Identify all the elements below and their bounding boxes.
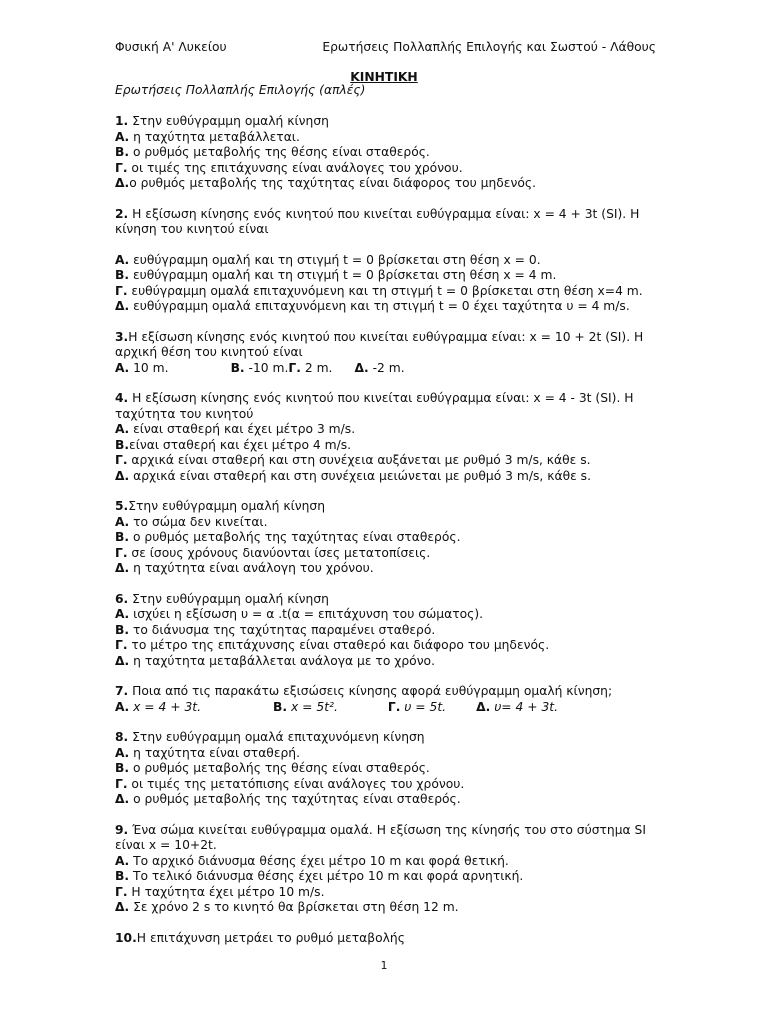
option-letter: Δ. <box>115 900 130 914</box>
question-number: 10. <box>115 930 137 945</box>
question-stem: Στην ευθύγραμμη ομαλή κίνηση <box>128 591 329 606</box>
option-text: το μέτρο της επιτάχυνσης είναι σταθερό και διάφορο του μηδενός. <box>127 638 550 652</box>
question-number: 5. <box>115 499 129 513</box>
question-stem: Στην ευθύγραμμη ομαλή κίνηση <box>128 499 326 513</box>
option-text: Το τελικό διάνυσμα θέσης έχει μέτρο 10 m και φορά αρνητική. <box>129 869 524 883</box>
option-text: είναι σταθερή και έχει μέτρο 3 m/s. <box>129 422 356 436</box>
option-text: ισχύει η εξίσωση υ = α .t(α = επιτάχυνση του σώματος). <box>129 607 484 621</box>
question-3 <box>115 330 655 377</box>
option-text: ο ρυθμός μεταβολής της ταχύτητας είναι σταθερός. <box>129 530 461 544</box>
option-text: το διάνυσμα της ταχύτητας παραμένει σταθερό. <box>129 622 436 637</box>
question-9 <box>115 823 655 916</box>
option-text: οι τιμές της επιτάχυνσης είναι ανάλογες του χρόνου. <box>127 160 463 175</box>
option-letter: Γ. <box>115 776 128 791</box>
option-letter: Β. <box>115 145 130 159</box>
option-letter: Α. <box>115 607 130 621</box>
option-letter: Β. <box>115 437 130 452</box>
option-text: 2 m. <box>300 360 333 375</box>
option-letter: Α. <box>115 252 130 267</box>
option-letter: Α. <box>115 745 130 760</box>
question-stem: Στην ευθύγραμμη ομαλά επιταχυνόμενη κίνηση <box>128 730 425 744</box>
option-letter: Γ. <box>115 283 128 298</box>
option-text: οι τιμές της μετατόπισης είναι ανάλογες του χρόνου. <box>127 776 465 791</box>
questions-list <box>115 114 655 961</box>
option-letter: Γ. <box>115 160 128 175</box>
option-text: αρχικά είναι σταθερή και στη συνέχεια αυξάνεται με ρυθμό 3 m/s, κάθε s. <box>127 453 591 467</box>
option-text: Η ταχύτητα έχει μέτρο 10 m/s. <box>127 884 325 899</box>
section-subtitle: Ερωτήσεις Πολλαπλής Επιλογής (απλές) <box>115 83 366 97</box>
option-letter: Β. <box>115 622 130 637</box>
option-letter: Β. <box>230 360 245 375</box>
option-text: Το αρχικό διάνυσμα θέσης έχει μέτρο 10 m και φορά θετική. <box>129 853 509 868</box>
option-text: είναι σταθερή και έχει μέτρο 4 m/s. <box>129 437 352 452</box>
option-letter: Δ. <box>115 299 130 313</box>
section-title: ΚΙΝΗΤΙΚΗ <box>350 70 418 84</box>
option-letter: Δ. <box>354 360 369 375</box>
option-letter: Α. <box>115 360 130 375</box>
question-number: 3. <box>115 329 129 344</box>
option-letter: Δ. <box>115 176 130 190</box>
question-stem: Η εξίσωση κίνησης ενός κινητού που κινείται ευθύγραμμα είναι: x = 4 + 3t (SI). Η κίνηση του κινητού είναι <box>115 206 640 236</box>
option-letter: Α. <box>115 129 130 144</box>
option-letter: Γ. <box>115 453 128 467</box>
option-letter: Β. <box>115 761 130 775</box>
question-4 <box>115 391 655 484</box>
inline-options <box>115 361 655 377</box>
option-text: x = 4 + 3t. <box>129 699 202 714</box>
page-header <box>115 40 656 56</box>
option-text: η ταχύτητα μεταβάλλεται ανάλογα με το χρόνο. <box>129 653 435 668</box>
option-text: -10 m. <box>244 360 289 375</box>
question-10 <box>115 931 655 947</box>
option-letter: Γ. <box>387 699 401 714</box>
option-letter: Γ. <box>288 360 301 375</box>
question-stem: Ποια από τις παρακάτω εξισώσεις κίνησης αφορά ευθύγραμμη ομαλή κίνηση; <box>128 684 613 698</box>
option-text: ευθύγραμμη ομαλή και τη στιγμή t = 0 βρίσκεται στη θέση x = 0. <box>129 252 541 267</box>
option-letter: Β. <box>273 699 288 714</box>
inline-options <box>115 700 655 716</box>
header-left: Φυσική Α' Λυκείου <box>115 40 227 54</box>
option-text: x = 5t². <box>287 699 338 714</box>
question-1 <box>115 114 655 192</box>
question-stem: Ένα σώμα κινείται ευθύγραμμα ομαλά. Η εξίσωση της κίνησής του στο σύστημα SI είναι x = 10+2t. <box>115 822 646 852</box>
question-number: 9. <box>115 822 129 837</box>
option-text: ευθύγραμμη ομαλά επιταχυνόμενη και τη στιγμή t = 0 έχει ταχύτητα υ = 4 m/s. <box>129 299 630 313</box>
option-letter: Γ. <box>115 638 128 652</box>
question-number: 7. <box>115 684 129 698</box>
option-letter: Α. <box>115 699 130 714</box>
option-text: η ταχύτητα είναι ανάλογη του χρόνου. <box>129 561 374 575</box>
option-text: ευθύγραμμη ομαλά επιταχυνόμενη και τη στιγμή t = 0 βρίσκεται στη θέση x=4 m. <box>127 283 643 298</box>
option-text: αρχικά είναι σταθερή και στη συνέχεια μειώνεται με ρυθμό 3 m/s, κάθε s. <box>129 468 591 483</box>
option-text: υ = 5t. <box>400 699 447 714</box>
header-right: Ερωτήσεις Πολλαπλής Επιλογής και Σωστού - Λάθους <box>322 40 656 54</box>
question-6 <box>115 592 655 670</box>
question-7 <box>115 684 655 715</box>
option-text: ο ρυθμός μεταβολής της ταχύτητας είναι σταθερός. <box>129 792 461 806</box>
question-number: 2. <box>115 206 129 221</box>
option-letter: Β. <box>115 268 130 282</box>
option-letter: Γ. <box>115 884 128 899</box>
option-letter: Δ. <box>115 468 130 483</box>
question-stem: Η εξίσωση κίνησης ενός κινητού που κινείται ευθύγραμμα είναι: x = 10 + 2t (SI). Η αρχική θέση του κινητού είναι <box>115 329 644 359</box>
option-text: ευθύγραμμη ομαλή και τη στιγμή t = 0 βρίσκεται στη θέση x = 4 m. <box>129 268 557 282</box>
option-text: το σώμα δεν κινείται. <box>129 514 268 529</box>
question-8 <box>115 730 655 808</box>
question-5 <box>115 499 655 577</box>
option-letter: Δ. <box>115 792 130 806</box>
question-2 <box>115 207 655 315</box>
option-letter: Α. <box>115 422 130 436</box>
option-letter: Α. <box>115 514 130 529</box>
question-number: 4. <box>115 391 129 405</box>
option-text: σε ίσους χρόνους διανύονται ίσες μετατοπίσεις. <box>127 545 431 560</box>
page-number: 1 <box>380 959 388 972</box>
question-number: 1. <box>115 114 129 128</box>
option-text: η ταχύτητα μεταβάλλεται. <box>129 129 300 144</box>
option-text: 10 m. <box>129 360 169 375</box>
option-letter: Δ. <box>115 561 130 575</box>
question-stem: Στην ευθύγραμμη ομαλή κίνηση <box>128 114 329 128</box>
option-letter: Δ. <box>115 653 130 668</box>
question-number: 6. <box>115 591 129 606</box>
option-text: ο ρυθμός μεταβολής της ταχύτητας είναι διάφορος του μηδενός. <box>129 176 536 190</box>
option-text: ο ρυθμός μεταβολής της θέσης είναι σταθερός. <box>129 761 430 775</box>
question-stem: Η εξίσωση κίνησης ενός κινητού που κινείται ευθύγραμμα είναι: x = 4 - 3t (SI). Η ταχύτητα του κινητού <box>115 391 634 421</box>
option-letter: Α. <box>115 853 130 868</box>
option-text: η ταχύτητα είναι σταθερή. <box>129 745 300 760</box>
option-letter: Γ. <box>115 545 128 560</box>
option-letter: Β. <box>115 869 130 883</box>
option-text: Σε χρόνο 2 s το κινητό θα βρίσκεται στη θέση 12 m. <box>129 900 459 914</box>
question-number: 8. <box>115 730 129 744</box>
option-text: -2 m. <box>368 360 405 375</box>
option-text: υ= 4 + 3t. <box>490 699 559 714</box>
option-letter: Δ. <box>476 699 491 714</box>
option-letter: Β. <box>115 530 130 544</box>
question-stem: Η επιτάχυνση μετράει το ρυθμό μεταβολής <box>136 930 405 945</box>
option-text: ο ρυθμός μεταβολής της θέσης είναι σταθερός. <box>129 145 430 159</box>
